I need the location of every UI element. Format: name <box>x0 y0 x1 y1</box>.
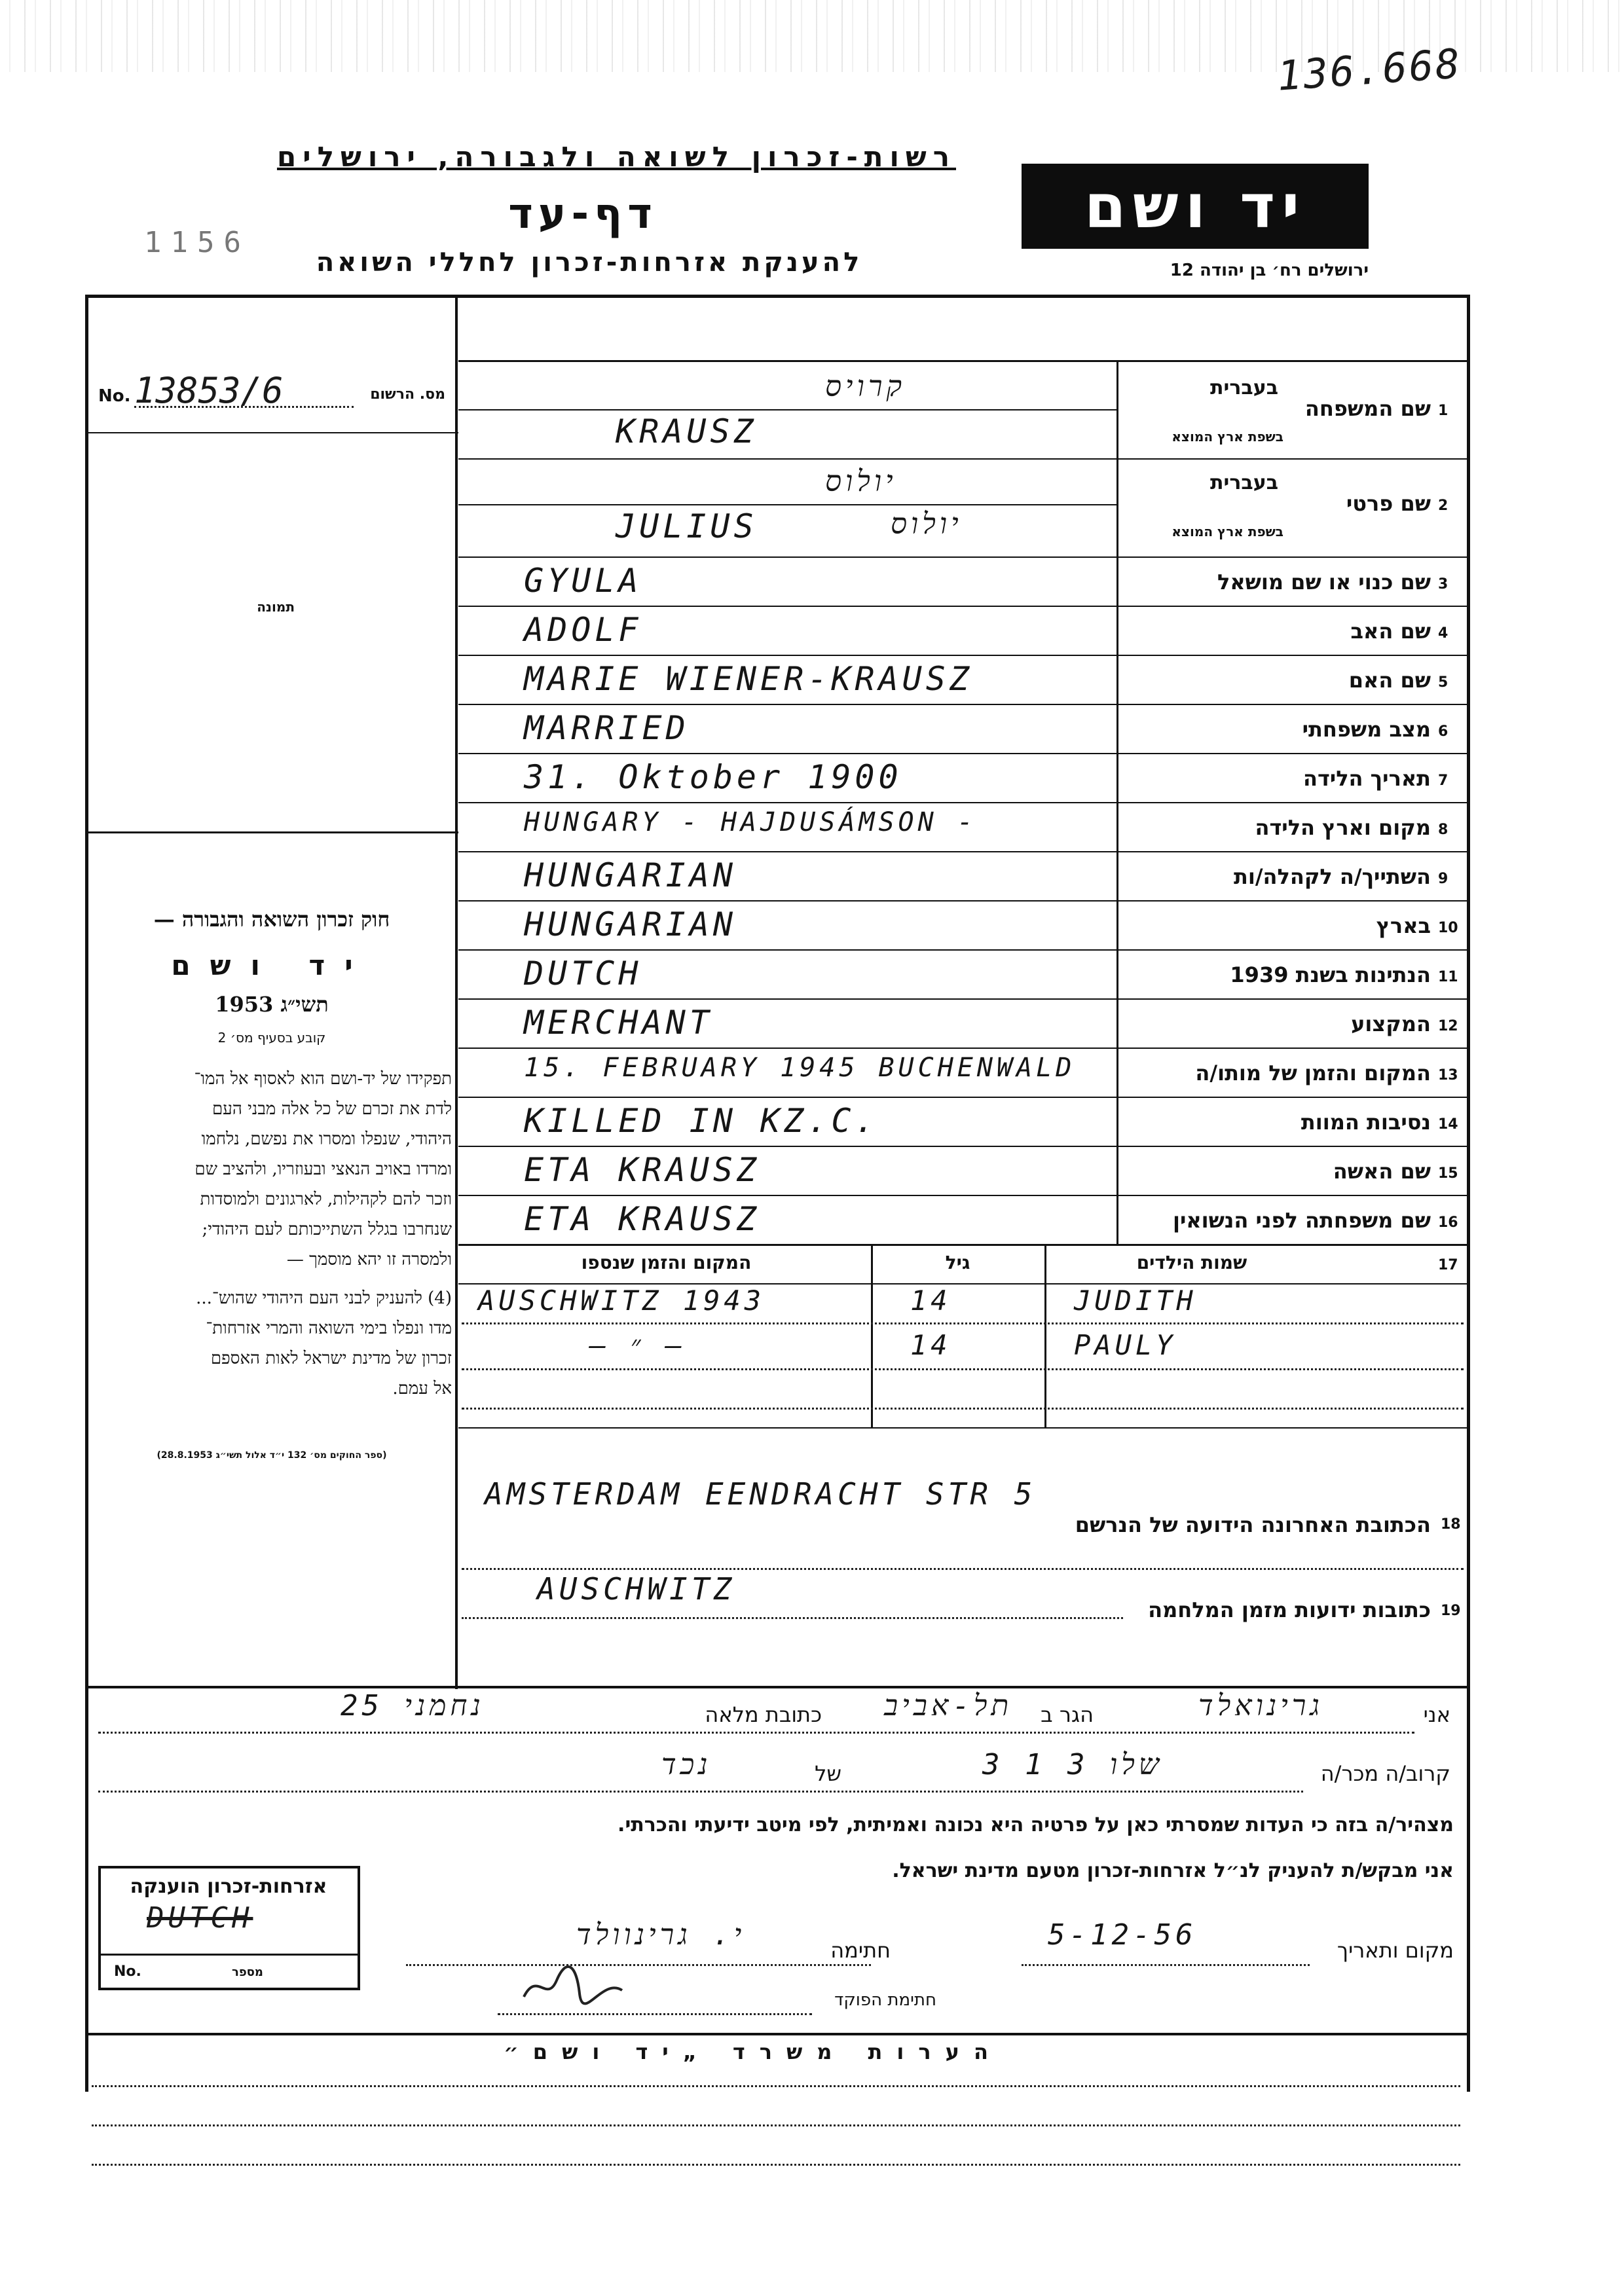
law-year: תשי״ג 1953 <box>215 992 329 1017</box>
law-text-line: היהודי, שנפלו ומסרו את נפשם, נלחמו <box>201 1129 452 1149</box>
field-number: 14 <box>1438 1116 1458 1133</box>
decl-of-value: נכד <box>661 1748 712 1781</box>
registration-field[interactable] <box>95 370 449 416</box>
field-number: 8 <box>1438 822 1449 838</box>
last-address-value: AMSTERDAM EENDRACHT STR 5 <box>485 1476 1037 1512</box>
field-number: 16 <box>1438 1214 1458 1231</box>
field-value: 15. FEBRUARY 1945 BUCHENWALD <box>524 1053 1076 1083</box>
logo-text: יד ושם <box>1084 171 1306 242</box>
law-text-line: זכרון של מדינת ישראל לאות האספם <box>210 1349 452 1368</box>
decl-relation-label: קרוב/ה מכר/ה <box>1320 1761 1450 1786</box>
field-label: הנתינות בשנת 1939 <box>1230 962 1431 987</box>
field-label: שם האשה <box>1333 1159 1431 1184</box>
photo-area <box>92 439 452 828</box>
photo-label: תמונה <box>257 599 295 615</box>
field-label: השתייך/ה לקהלה/ות <box>1233 864 1431 889</box>
archive-number: 136.668 <box>1275 39 1464 100</box>
law-title: חוק זכרון השואה והגבורה — <box>153 907 390 932</box>
law-text-line: תפקידו של יד-ושם הוא לאסוף אל המו־ <box>194 1069 452 1089</box>
field-number: 15 <box>1438 1165 1458 1182</box>
form-subtitle: להענקת אזרחות-זכרון לחללי השואה <box>316 247 863 278</box>
field-value: ETA KRAUSZ <box>524 1151 761 1189</box>
grant-box-struck: DUTCH <box>147 1901 253 1935</box>
law-text-line: לדת את זכרם של כל אלה מבני העם <box>212 1099 452 1119</box>
field-value: MARIE WIENER-KRAUSZ <box>524 660 973 698</box>
child-place: AUSCHWITZ 1943 <box>478 1285 766 1317</box>
field-value: GYULA <box>524 562 642 600</box>
children-col-names: שמות הילדים <box>1136 1252 1247 1273</box>
law-text-line: ומרדו באויב הנאצי ובעוזריו, ולהציב שם <box>194 1159 452 1179</box>
law-footnote: (ספר החוקים מס׳ 132 י״ד אלול תשי״ג 28.8.1953) <box>157 1450 387 1461</box>
decl-relation-value: 3 1 3 שלו <box>982 1748 1163 1781</box>
field-value: HUNGARIAN <box>524 905 737 943</box>
children-col-place: המקום והזמן שנספו <box>581 1252 752 1273</box>
registration-value: 13853/6 <box>134 370 284 411</box>
grant-box-num-label: מספר <box>232 1965 263 1979</box>
law-text-line: ולמסרה זו יהא מוסמך — <box>286 1250 452 1269</box>
field-label: המקום והזמן של מותו/ה <box>1195 1061 1431 1085</box>
decl-address-label: כתובת מלאה <box>705 1702 822 1727</box>
law-text-line: מדו ונפלו בימי השואה והמרי אזרחות־ <box>206 1319 452 1338</box>
law-text-line: אל עמם. <box>392 1379 452 1398</box>
field-value-hebrew: קרויס <box>825 370 906 403</box>
field-value-hebrew: יולוס <box>825 465 897 498</box>
law-clause: קובע בסעיף מס׳ 2 <box>217 1030 326 1046</box>
child-name: JUDITH <box>1074 1285 1197 1317</box>
field-value: 31. Oktober 1900 <box>524 758 902 796</box>
decl-ani-label: אני <box>1423 1702 1450 1727</box>
field-sub-hebrew: בעברית <box>1210 376 1278 399</box>
law-text-2 <box>105 1283 452 1404</box>
law-name: יד ושם <box>171 949 373 981</box>
field-label: בארץ <box>1376 913 1431 938</box>
field-sub-hebrew: בעברית <box>1210 471 1278 494</box>
field-number: 10 <box>1438 920 1458 936</box>
law-text-line: שנחרבו בגלל השתייכותם לעם היהודי; <box>202 1220 452 1239</box>
field-label: שם האם <box>1348 668 1431 693</box>
field-number: 19 <box>1441 1603 1461 1619</box>
field-number: 11 <box>1438 969 1458 985</box>
field-label: שם כנוי או שם מושאל <box>1217 570 1431 594</box>
field-label: נסיבות המוות <box>1301 1110 1431 1135</box>
field-number: 1 <box>1438 403 1449 419</box>
field-number: 6 <box>1438 723 1449 740</box>
war-address-label: כתובות ידועות מזמן המלחמה <box>1148 1597 1431 1622</box>
field-value: ADOLF <box>524 611 642 649</box>
child-name: PAULY <box>1074 1329 1177 1361</box>
war-address-value: AUSCHWITZ <box>537 1571 736 1607</box>
yad-vashem-logo <box>1022 164 1369 249</box>
child-place: — ״ — <box>589 1329 686 1361</box>
signature-value: י. גרינוולד <box>576 1918 746 1952</box>
field-label: המקצוע <box>1351 1011 1431 1036</box>
field-number: 9 <box>1438 871 1449 887</box>
officer-signature-label: חתימת הפוקד <box>834 1990 936 2010</box>
field-value: DUTCH <box>524 955 642 993</box>
field-label: שם האב <box>1350 619 1431 644</box>
field-label: תאריך הלידה <box>1302 766 1431 791</box>
decl-name-value: גרינואלד <box>1198 1689 1323 1722</box>
decl-city-value: תל-אביב <box>884 1689 1013 1722</box>
institution-name: רשות-זכרון לשואה ולגבורה, ירושלים <box>276 141 956 173</box>
field-number: 7 <box>1438 773 1449 789</box>
field-label: שם פרטי <box>1346 491 1431 516</box>
decl-address-value: נחמני 25 <box>341 1689 485 1722</box>
field-number: 4 <box>1438 625 1449 642</box>
place-date-value: 5-12-56 <box>1048 1918 1197 1952</box>
field-value: ETA KRAUSZ <box>524 1200 761 1238</box>
field-value-extra: יולוס <box>891 507 963 541</box>
field-label: שם המשפחה <box>1304 396 1431 421</box>
field-value: HUNGARY - HAJDUSÁMSON - <box>524 807 977 837</box>
law-text-line: וזכר להם לקהילות, לארגונים ולמוסדות <box>200 1190 452 1209</box>
children-col-age: גיל <box>945 1252 970 1273</box>
grant-box-title: אזרחות-זכרון הוענקה <box>130 1875 327 1898</box>
law-text <box>105 1064 452 1275</box>
field-number: 2 <box>1438 498 1449 514</box>
officer-signature <box>517 1958 629 2010</box>
stamp-number: 1156 <box>144 226 250 259</box>
remarks-title: הערות משרד „יד ושם״ <box>504 2039 1003 2064</box>
grant-box <box>98 1866 360 1990</box>
field-sub-origin: בשפת ארץ המוצא <box>1172 524 1283 539</box>
field-value: KILLED IN KZ.C. <box>524 1102 879 1140</box>
address-line: ירושלים רח׳ בן יהודה 12 <box>1170 261 1369 280</box>
field-label: שם משפחתה לפני הנשואין <box>1172 1208 1431 1233</box>
form-title: דף-עד <box>508 190 657 238</box>
field-number: 18 <box>1441 1516 1461 1533</box>
field-number: 5 <box>1438 674 1449 691</box>
field-number: 17 <box>1438 1257 1458 1273</box>
field-label: מצב משפחתי <box>1302 717 1431 742</box>
field-sub-origin: בשפת ארץ המוצא <box>1172 429 1283 445</box>
registration-no-prefix: No. <box>98 386 131 406</box>
child-age: 14 <box>910 1329 951 1361</box>
field-number: 13 <box>1438 1067 1458 1084</box>
field-value-origin: KRAUSZ <box>616 412 758 450</box>
field-value-origin: JULIUS <box>616 507 758 545</box>
decl-statement-2: אני מבקש/ת להעניק לנ״ל אזרחות-זכרון מטעם מדינת ישראל. <box>892 1859 1454 1882</box>
decl-of-label: של <box>815 1761 841 1786</box>
last-address-label: הכתובת האחרונה הידועה של הנרשם <box>1075 1512 1431 1537</box>
decl-statement-1: מצהיר/ה בזה כי העדות שמסרתי כאן על פרטיה היא נכונה ואמיתית, לפי מיטב ידיעתי והכרתי. <box>618 1813 1454 1836</box>
field-value: HUNGARIAN <box>524 856 737 894</box>
grant-box-no: No. <box>114 1963 141 1980</box>
field-number: 3 <box>1438 576 1449 592</box>
decl-resides-label: הגר ב <box>1041 1702 1094 1727</box>
child-age: 14 <box>910 1285 951 1317</box>
signature-label: חתימה <box>830 1938 891 1963</box>
registration-label: מס. הרשום <box>370 386 445 403</box>
field-value: MERCHANT <box>524 1004 713 1042</box>
law-text-line: (4) להעניק לבני העם היהודי שהוש־... <box>196 1288 452 1308</box>
field-value: MARRIED <box>524 709 690 747</box>
field-label: מקום וארץ הלידה <box>1255 815 1431 840</box>
place-date-label: מקום ותאריך <box>1337 1938 1454 1963</box>
field-number: 12 <box>1438 1018 1458 1034</box>
